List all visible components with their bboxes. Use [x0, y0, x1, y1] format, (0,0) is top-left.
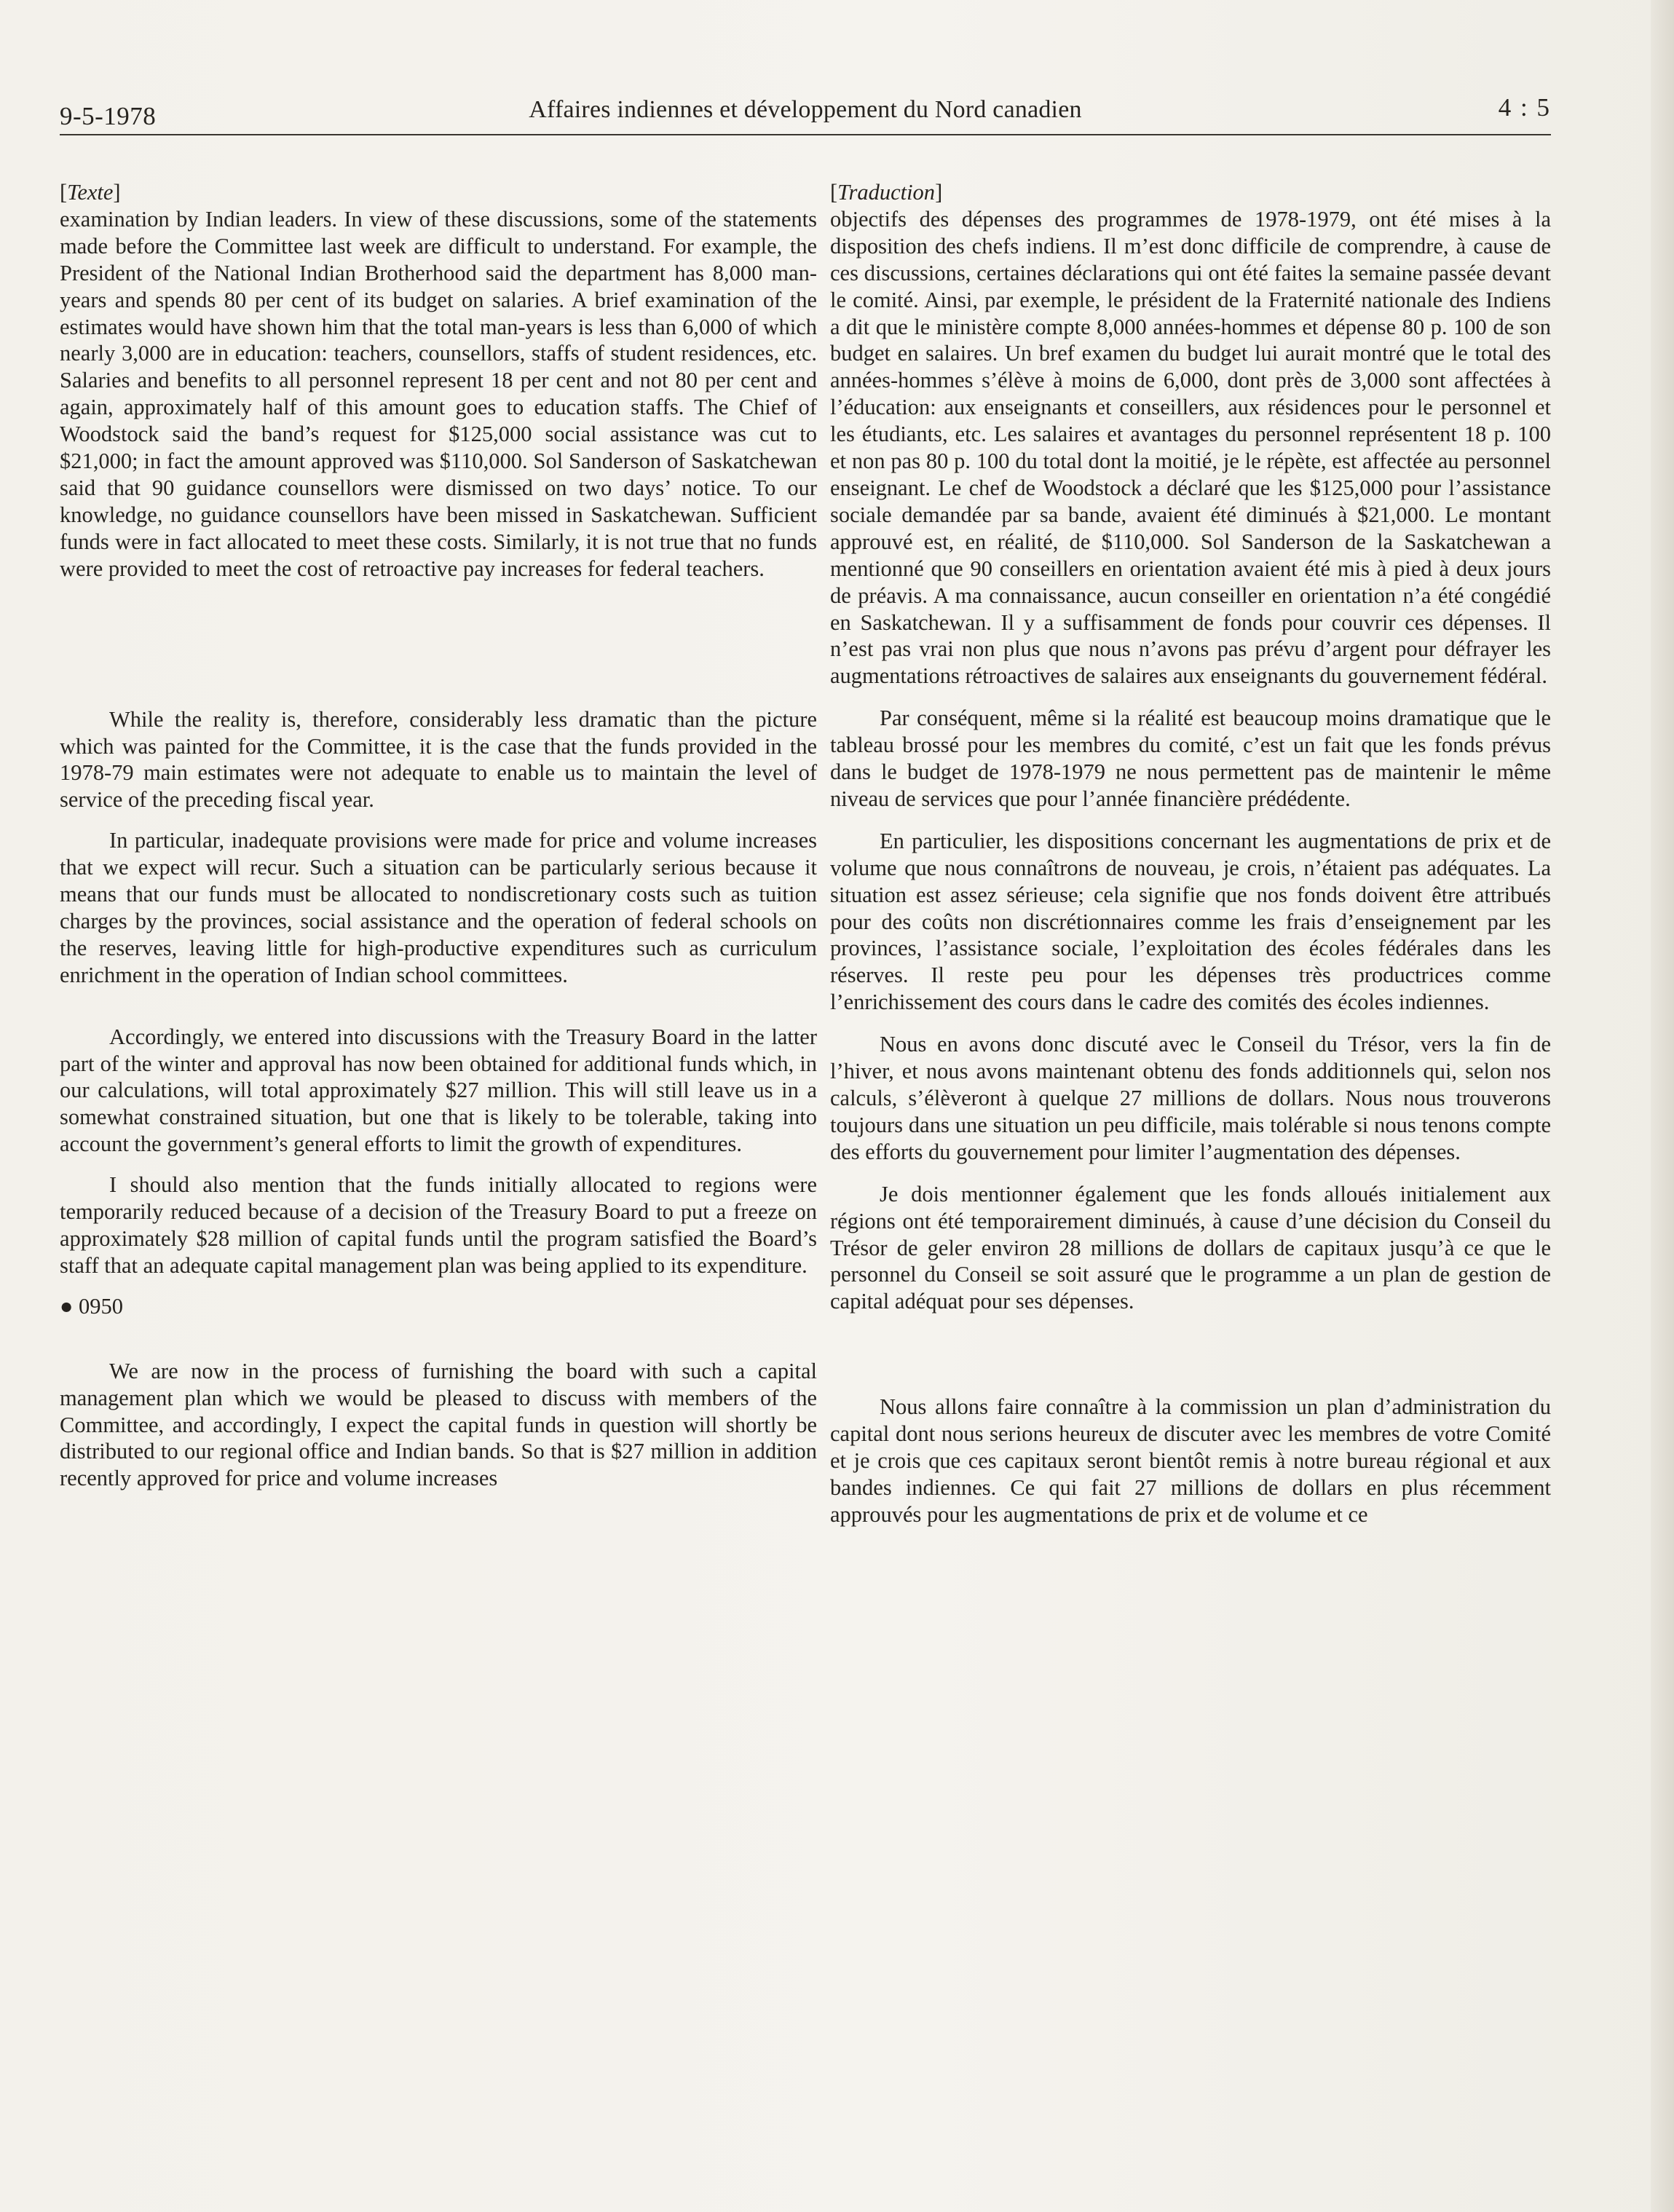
french-paragraph-2: Par conséquent, même si la réalité est beaucoup moins dramatique que le tableau brossé pour les membres du comité, c’est un fait que les fonds prévus dans le budget de 1978-1979 ne nous permettent pas de maintenir le même niveau de services que pour l’année financière prédédente.: [830, 706, 1551, 811]
english-paragraph-1: examination by Indian leaders. In view of these discussions, some of the statements made before the Committee last week are difficult to understand. For example, the President of the National Indian Brotherhood said the department has 8,000 man-years and spends 80 per cent of its budget on salaries. A brief examination of the estimates would have shown him that the total man-years is less than 6,000 of which nearly 3,000 are in education: teachers, counsellors, staffs of student residences, etc. Salaries and benefits to all personnel represent 18 per cent and not 80 per cent and again, approximately half of this amount goes to education staffs. The Chief of Woodstock said the band’s request for $125,000 social assistance was cut to $21,000; in fact the amount approved was $110,000. Sol Sanderson of Saskatchewan said that 90 guidance counsellors were dismissed on two days’ notice. To our knowledge, no guidance counsellors have been missed in Saskatchewan. Sufficient funds were in fact allocated to meet these costs. Similarly, it is not true that no funds were provided to meet the cost of retroactive pay increases for federal teachers.: [60, 206, 817, 581]
french-paragraph-3: En particulier, les dispositions concernant les augmentations de prix et de volume que nous connaîtrons de nouveau, je crois, n’étaient pas adéquates. La situation est assez sérieuse; cela signifie que nos fonds doivent être attribués pour des coûts non discrétionnaires comme les frais d’enseignement par les provinces, l’assistance sociale, l’exploitation des écoles fédérales dans les réserves. Il reste peu pour les dépenses très productrices comme l’enrichissement des cours dans le cadre des comités des écoles indiennes.: [830, 828, 1551, 1015]
french-paragraph-1: objectifs des dépenses des programmes de 1978-1979, ont été mises à la disposition des chefs indiens. Il m’est donc difficile de comprendre, à cause de ces discussions, certaines déclarations qui ont été faites la semaine passée devant le comité. Ainsi, par exemple, le président de la Fraternité nationale des Indiens a dit que le ministère compte 8,000 années-hommes et dépense 80 p. 100 de son budget en salaires. Un bref examen du budget lui aurait montré que le total des années-hommes s’élève à moins de 6,000, dont près de 3,000 sont affectées à l’éducation: aux enseignants et conseillers, aux résidences pour le personnel et les étudiants, etc. Les salaires et avantages du personnel représentent 18 p. 100 et non pas 80 p. 100 du total dont la moitié, je le répète, est affectée au personnel enseignant. Le chef de Woodstock a déclaré que les $125,000 pour l’assistance sociale demandée par sa bande, avaient été diminués à $21,000. Le montant approuvé est, en réalité, de $110,000. Sol Sanderson de la Saskatchewan a mentionné que 90 conseillers en orientation avaient été mis à pied à deux jours de préavis. A ma connaissance, aucun conseiller en orientation n’a été congédié en Saskatchewan. Il y a suffisamment de fonds pour couvrir ces dépenses. Il n’est pas vrai non plus que nous n’avons pas prévu d’argent pour défrayer les augmentations rétroactives de salaires aux enseignants du gouvernement fédéral.: [830, 206, 1551, 689]
french-paragraph-4: Nous en avons donc discuté avec le Conseil du Trésor, vers la fin de l’hiver, et nous avons maintenant obtenu des fonds additionnels qui, selon nos calculs, s’élèveront à quelque 27 millions de dollars. Nous nous trouverons toujours dans une situation un peu difficile, mais tolérable si nous tenons compte des efforts du gouvernement pour limiter l’augmentation des dépenses.: [830, 1032, 1551, 1164]
header-rule: [60, 134, 1551, 135]
english-paragraph-2: While the reality is, therefore, considerably less dramatic than the picture which was painted for the Committee, it is the case that the funds provided in the 1978-79 main estimates were not adequate to enable us to maintain the level of service of the preceding fiscal year.: [60, 706, 817, 813]
english-paragraph-4: Accordingly, we entered into discussions with the Treasury Board in the latter part of the winter and approval has now been obtained for additional funds which, in our calculations, will total approximately $27 million. This will still leave us in a somewhat constrained situation, but one that is likely to be tolerable, taking into account the government’s general efforts to limit the growth of expenditures.: [60, 1024, 817, 1157]
header-date: 9-5-1978: [60, 102, 157, 130]
page-header: [60, 93, 1551, 137]
header-page-number: 4 : 5: [1498, 93, 1551, 122]
header-title: Affaires indiennes et développement du Nord canadien: [529, 96, 1082, 123]
french-paragraph-5: Je dois mentionner également que les fonds alloués initialement aux régions ont été temporairement diminués, à cause d’une décision du Conseil du Trésor de geler environ 28 millions de dollars de capitaux jusqu’à ce que le personnel du Conseil se soit assuré que le programme a un plan de gestion de capital adéquat pour ses dépenses.: [830, 1181, 1551, 1314]
english-paragraph-5: I should also mention that the funds initially allocated to regions were temporarily reduced because of a decision of the Treasury Board to put a freeze on approximately $28 million of capital funds until the program satisfied the Board’s staff that an adequate capital management plan was being applied to its expenditure.: [60, 1172, 817, 1278]
english-column: [60, 179, 817, 1492]
english-column-label: [Texte]: [60, 180, 121, 205]
page-edge: [1651, 0, 1674, 2212]
english-paragraph-3: In particular, inadequate provisions were made for price and volume increases that we expect will recur. Such a situation can be particularly serious because it means that our funds must be allocated to nondiscretionary costs such as tuition charges by the provinces, social assistance and the operation of federal schools on the reserves, leaving little for high-productive expenditures such as curriculum enrichment in the operation of Indian school committees.: [60, 828, 817, 987]
french-column-label: [Traduction]: [830, 180, 943, 205]
time-marker: ● 0950: [60, 1293, 124, 1319]
french-paragraph-6: Nous allons faire connaître à la commission un plan d’administration du capital dont nous serions heureux de discuter avec les membres de votre Comité et je crois que ces capitaux seront bientôt remis à notre bureau régional et aux bandes indiennes. Ce qui fait 27 millions de dollars en plus récemment approuvés pour les augmentations de prix et de volume et ce: [830, 1394, 1551, 1527]
english-paragraph-6: We are now in the process of furnishing the board with such a capital management plan which we would be pleased to discuss with members of the Committee, and accordingly, I expect the capital funds in question will shortly be distributed to our regional office and Indian bands. So that is $27 million in addition recently approved for price and volume increases: [60, 1358, 817, 1491]
french-column: [830, 179, 1551, 1528]
